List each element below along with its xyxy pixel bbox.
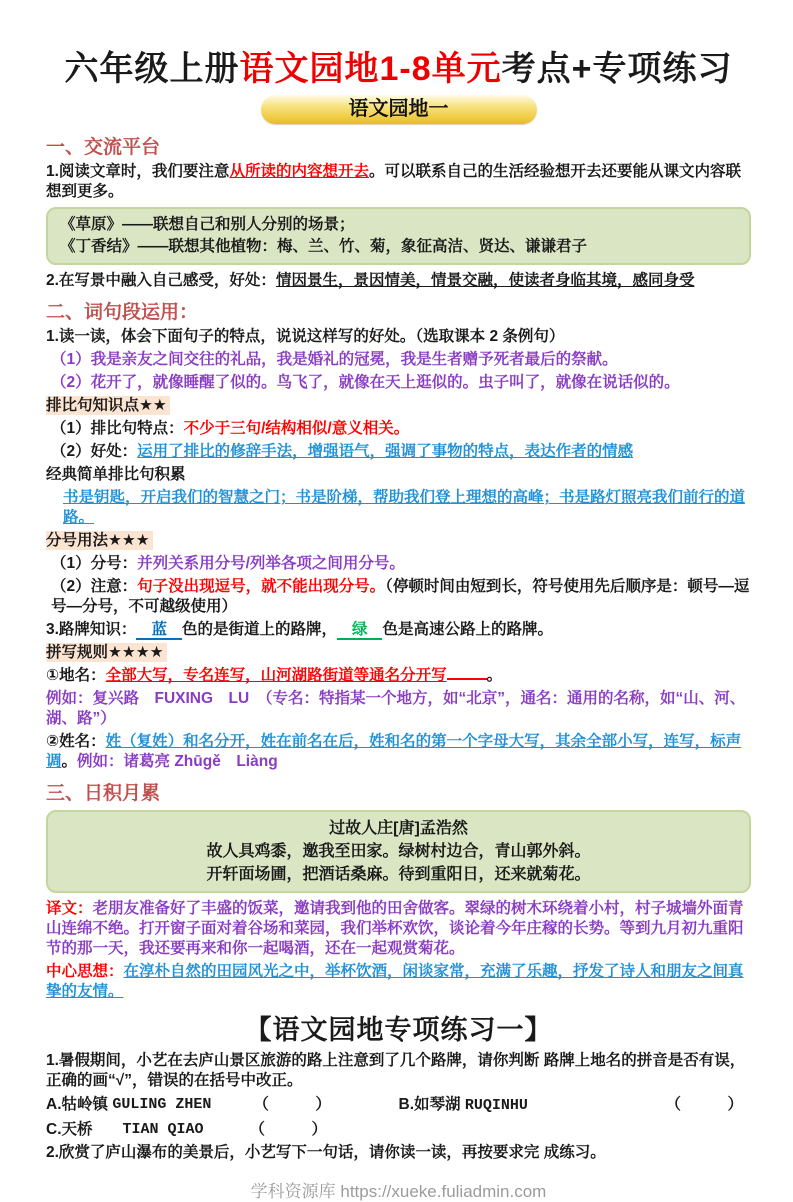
poem-theme	[46, 962, 751, 1002]
practice-title: 【语文园地专项练习一】	[244, 1015, 553, 1046]
answer-parentheses: （ ）	[253, 1096, 331, 1114]
section-heading-words: 二、词句段运用：	[46, 302, 199, 324]
practice-item-b	[399, 1094, 752, 1117]
item-pinyin: RUQINHU	[464, 1097, 528, 1115]
text-run: 。	[486, 667, 503, 685]
text-run: （2）好处：	[51, 443, 138, 461]
knowledge-title-paibi	[46, 396, 751, 416]
poem-translation	[46, 899, 751, 959]
question-read: 1.读一读，体会下面句子的特点，说说这样写的好处。（选取课本 2 条例句）	[46, 328, 565, 346]
knowledge-title-pinxie	[46, 643, 751, 663]
paibi-benefit	[46, 442, 751, 462]
text-run: 。可以联系自己的生活经验想开去还要能从课文内容联想到更多。	[46, 163, 741, 201]
personname-rule	[46, 732, 751, 772]
fenhao-rule	[46, 554, 751, 574]
paibi-feature	[46, 419, 751, 439]
page-title	[46, 50, 751, 89]
practice-item-a	[46, 1094, 399, 1117]
answer-parentheses: （ ）	[249, 1121, 328, 1139]
text-run-purple: 例如：诸葛亮 Zhūgě Liàng	[77, 753, 278, 771]
practice-question-2: 2.欣赏了庐山瀑布的美景后，小艺写下一句话，请你读一读，再按要求完 成练习。	[46, 1144, 606, 1162]
fill-blank-green: 绿	[337, 621, 383, 640]
text-run-blue-underline: 姓（复姓）和名分开，姓在前名在后，姓和名的第一个字母大写，其余全部小写，连写，标声调	[46, 733, 742, 771]
item-label: B.如琴湖	[398, 1096, 461, 1114]
text-run: 色的是街道上的路牌，	[181, 621, 337, 639]
poem-line: 开轩面场圃，把酒话桑麻。待到重阳日，还来就菊花。	[206, 866, 591, 884]
text-run-red: 不少于三句/结构相似/意义相关。	[183, 420, 410, 438]
text-run: 色是高速公路上的路牌。	[382, 621, 553, 639]
translation-label: 译文：	[46, 900, 93, 918]
footer-watermark: 学科资源库 https://xueke.fuliadmin.com	[250, 1182, 547, 1202]
paragraph-reading	[46, 162, 751, 202]
practice-items-row-c	[46, 1119, 751, 1141]
note-line: 《草原》——联想自己和别人分别的场景；	[60, 216, 355, 234]
poem-line: 故人具鸡黍，邀我至田家。绿树村边合，青山郭外斜。	[206, 843, 591, 861]
fenhao-note	[46, 577, 751, 617]
section-heading-exchange: 一、交流平台	[46, 137, 161, 159]
text-run: （1）分号：	[51, 555, 138, 573]
text-run: （1）排比句特点：	[51, 420, 184, 438]
highlighted-title: 排比句知识点★★	[46, 396, 170, 415]
text-run-blue-underline: 运用了排比的修辞手法，增强语气，强调了事物的特点，表达作者的情感	[137, 443, 634, 461]
text-run: 1.阅读文章时，我们要注意	[46, 163, 230, 181]
practice-items-row-ab	[46, 1094, 751, 1117]
section-heading-accumulation: 三、日积月累	[46, 783, 161, 805]
title-part-2: 考点+专项练习	[501, 50, 733, 88]
theme-label: 中心思想：	[46, 963, 124, 981]
text-run-underline: 情因景生，景因情美，情景交融，使读者身临其境，感同身受	[275, 272, 695, 290]
text-run-blue-underline: 书是钥匙，开启我们的智慧之门；书是阶梯，帮助我们登上理想的高峰；书是路灯照亮我们前行的道路。	[63, 489, 746, 527]
text-run: ①地名：	[46, 667, 106, 685]
translation-text: 老朋友准备好了丰盛的饭菜，邀请我到他的田舍做客。翠绿的树木环绕着小村，村子城墙外面青山连绵不绝。打开窗子面对着谷场和菜园，我们举杯欢饮，谈论着今年庄稼的长势。等到九月初九重阳节的那一天，我还要再来和你一起喝酒，还在一起观赏菊花。	[46, 900, 744, 958]
highlighted-title: 分号用法★★★	[46, 531, 153, 550]
blank-underline	[447, 666, 487, 680]
placename-rule	[46, 666, 751, 686]
text-run: 2.在写景中融入自己感受，好处：	[46, 272, 276, 290]
note-line: 《丁香结》——联想其他植物：梅、兰、竹、菊，象征高洁、贤达、谦谦君子	[60, 238, 588, 256]
text-run: 3.路牌知识：	[46, 621, 137, 639]
knowledge-title-fenhao	[46, 531, 751, 551]
text-run: （停顿时间由短到长，符号使用先后顺序是：顿号—逗号—分号，不可越级使用）	[51, 578, 750, 616]
text-run-red-underline: 全部大写，专名连写，山河湖路街道等通名分开写	[105, 667, 447, 685]
item-label: A.牯岭镇	[46, 1096, 109, 1114]
paibi-classic-sentence	[46, 488, 751, 528]
highlighted-title: 拼写规则★★★★	[46, 643, 167, 662]
item-pinyin: GULING ZHEN	[112, 1096, 212, 1114]
example-sentence-1: （1）我是亲友之间交往的礼品，我是婚礼的冠冕，我是生者赠予死者最后的祭献。	[51, 351, 618, 369]
placename-example: 例如：复兴路 FUXING LU （专名：特指某一个地方，如“北京”，通名：通用的名称，如“山、河、湖、路”）	[46, 690, 746, 728]
practice-question-1: 1.暑假期间，小艺在去庐山景区旅游的路上注意到了几个路牌，请你判断 路牌上地名的拼音是否有误，正确的画“√”，错误的在括号中改正。	[46, 1052, 746, 1090]
text-run-red-underline: 从所读的内容想开去	[229, 163, 369, 181]
title-part-highlight: 语文园地1-8单元	[239, 50, 502, 88]
paibi-classic-label: 经典简单排比句积累	[46, 466, 186, 484]
text-run-purple: 并列关系用分号/列举各项之间用分号。	[137, 555, 405, 573]
item-label-wrap	[399, 1094, 528, 1117]
theme-text: 在淳朴自然的田园风光之中，举杯饮酒，闲谈家常，充满了乐趣，抒发了诗人和朋友之间真挚的友情。	[46, 963, 744, 1001]
poem-box	[46, 810, 751, 893]
text-run: （2）注意：	[51, 578, 138, 596]
item-pinyin: TIAN QIAO	[122, 1121, 204, 1139]
lesson-badge: 语文园地一	[261, 95, 537, 124]
text-run: 。	[61, 753, 78, 771]
fill-blank-blue: 蓝	[136, 621, 182, 640]
title-part-1: 六年级上册	[64, 50, 240, 88]
answer-parentheses: （ ）	[665, 1096, 743, 1114]
example-sentence-2: （2）花开了，就像睡醒了似的。鸟飞了，就像在天上逛似的。虫子叫了，就像在说话似的。	[51, 374, 680, 392]
poem-title: 过故人庄[唐]孟浩然	[329, 820, 468, 838]
note-box-associations	[46, 207, 751, 265]
text-run: ②姓名：	[46, 733, 106, 751]
text-run-red: 句子没出现逗号，就不能出现分号。	[137, 578, 386, 596]
roadsign-knowledge	[46, 620, 751, 640]
paragraph-scenery	[46, 271, 751, 291]
item-label: C.天桥	[46, 1121, 93, 1139]
